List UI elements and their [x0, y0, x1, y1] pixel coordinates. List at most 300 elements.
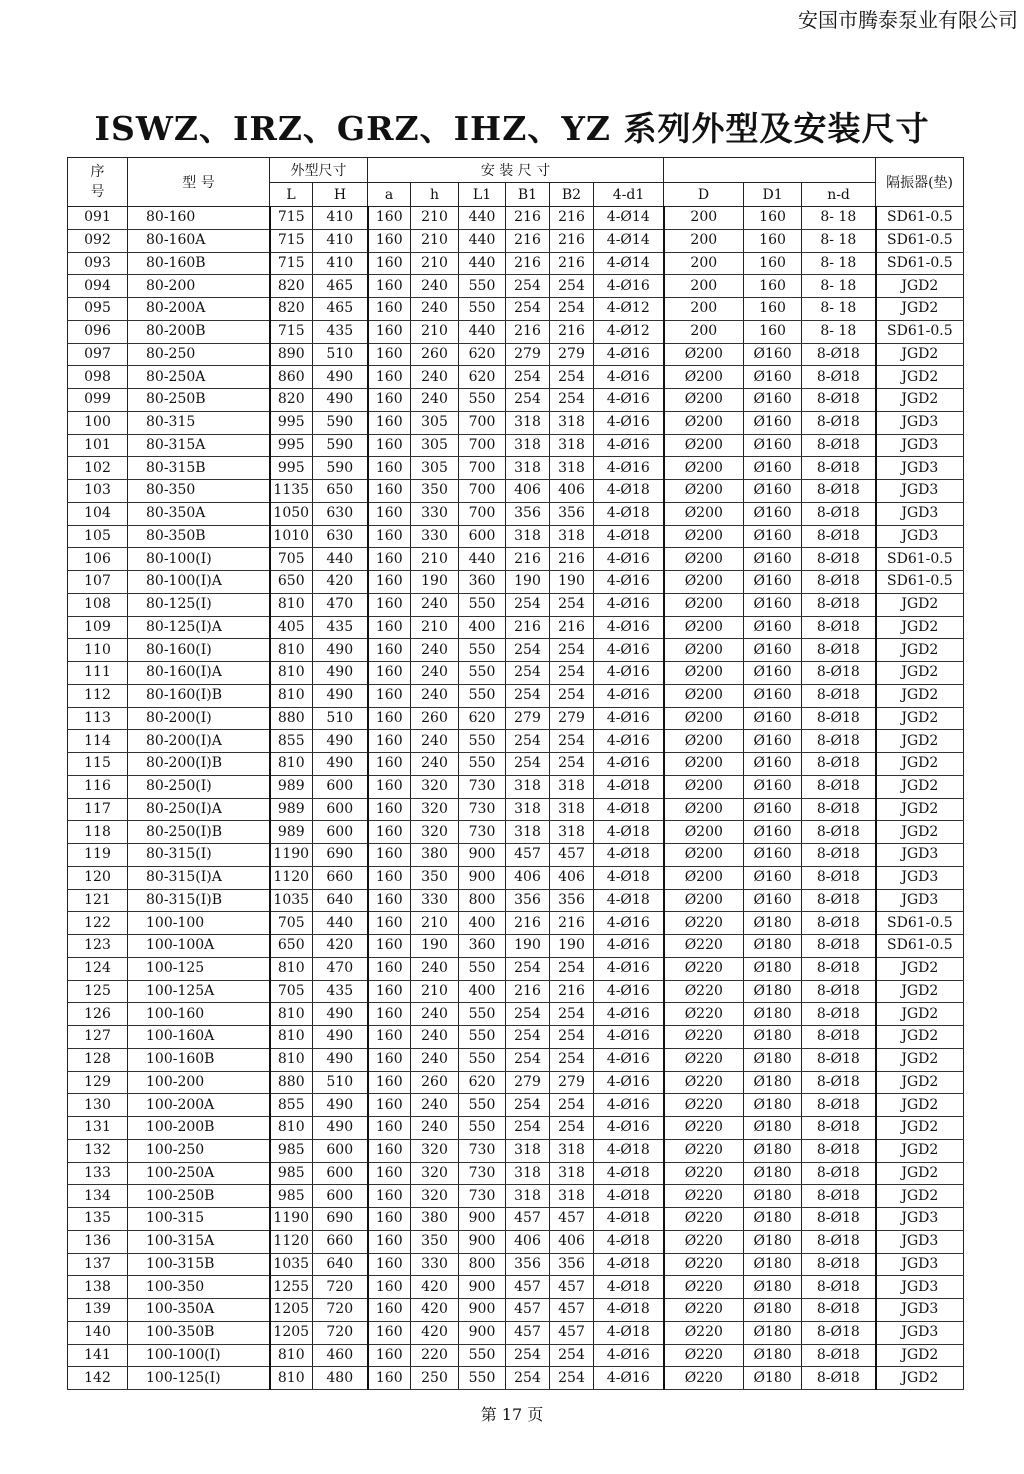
- cell-n-d: 8-Ø18: [802, 662, 876, 685]
- cell-h: 240: [411, 730, 459, 753]
- cell-D: Ø220: [664, 1230, 744, 1253]
- cell-seq: 126: [68, 1003, 128, 1026]
- cell-model: 100-250: [128, 1139, 270, 1162]
- cell-seq: 100: [68, 411, 128, 434]
- cell-4-d1: 4-Ø12: [594, 320, 664, 343]
- cell-L1: 700: [459, 480, 506, 503]
- cell-L1: 550: [459, 298, 506, 321]
- cell-D1: Ø180: [744, 1367, 802, 1390]
- table-row: [68, 1071, 964, 1094]
- cell-L: 985: [270, 1139, 313, 1162]
- cell-n-d: 8-Ø18: [802, 1162, 876, 1185]
- cell-4-d1: 4-Ø18: [594, 844, 664, 867]
- cell-seq: 128: [68, 1048, 128, 1071]
- table-row: [68, 548, 964, 571]
- cell-h: 240: [411, 298, 459, 321]
- cell-L: 810: [270, 753, 313, 776]
- cell-D1: Ø180: [744, 1071, 802, 1094]
- cell-L1: 900: [459, 844, 506, 867]
- cell-B2: 190: [550, 935, 594, 958]
- table-row: [68, 753, 964, 776]
- cell-h: 305: [411, 434, 459, 457]
- cell-isolator: JGD3: [876, 1208, 964, 1231]
- cell-model: 80-160(Ⅰ): [128, 639, 270, 662]
- table-row: [68, 1162, 964, 1185]
- cell-B2: 457: [550, 844, 594, 867]
- cell-model: 80-100(Ⅰ): [128, 548, 270, 571]
- cell-isolator: JGD2: [876, 957, 964, 980]
- cell-h: 210: [411, 320, 459, 343]
- cell-B1: 457: [506, 1208, 550, 1231]
- cell-B1: 279: [506, 1071, 550, 1094]
- cell-H: 420: [313, 935, 368, 958]
- cell-model: 80-160(Ⅰ)B: [128, 684, 270, 707]
- cell-h: 320: [411, 1139, 459, 1162]
- cell-model: 100-250A: [128, 1162, 270, 1185]
- cell-a: 160: [368, 980, 411, 1003]
- cell-4-d1: 4-Ø16: [594, 1367, 664, 1390]
- cell-B2: 254: [550, 1026, 594, 1049]
- cell-seq: 119: [68, 844, 128, 867]
- cell-D: Ø220: [664, 1344, 744, 1367]
- cell-4-d1: 4-Ø18: [594, 821, 664, 844]
- table-row: [68, 275, 964, 298]
- cell-B1: 356: [506, 1253, 550, 1276]
- cell-H: 490: [313, 684, 368, 707]
- header-col-h: h: [411, 183, 459, 207]
- table-row: [68, 844, 964, 867]
- cell-L: 860: [270, 366, 313, 389]
- cell-a: 160: [368, 457, 411, 480]
- cell-4-d1: 4-Ø16: [594, 1026, 664, 1049]
- cell-D1: Ø160: [744, 548, 802, 571]
- cell-H: 465: [313, 275, 368, 298]
- table-row: [68, 1321, 964, 1344]
- cell-D: Ø220: [664, 980, 744, 1003]
- table-row: [68, 935, 964, 958]
- cell-4-d1: 4-Ø16: [594, 707, 664, 730]
- cell-n-d: 8-Ø18: [802, 889, 876, 912]
- cell-H: 600: [313, 821, 368, 844]
- cell-a: 160: [368, 889, 411, 912]
- cell-D: Ø200: [664, 639, 744, 662]
- cell-H: 435: [313, 616, 368, 639]
- cell-isolator: JGD2: [876, 1367, 964, 1390]
- cell-B1: 318: [506, 798, 550, 821]
- cell-isolator: JGD2: [876, 775, 964, 798]
- cell-isolator: JGD2: [876, 1117, 964, 1140]
- cell-n-d: 8-Ø18: [802, 912, 876, 935]
- cell-a: 160: [368, 753, 411, 776]
- cell-L1: 550: [459, 1094, 506, 1117]
- cell-n-d: 8-Ø18: [802, 1299, 876, 1322]
- cell-h: 240: [411, 275, 459, 298]
- cell-n-d: 8-Ø18: [802, 1139, 876, 1162]
- cell-L: 715: [270, 252, 313, 275]
- cell-model: 80-200(Ⅰ): [128, 707, 270, 730]
- cell-n-d: 8-Ø18: [802, 844, 876, 867]
- cell-B2: 279: [550, 707, 594, 730]
- cell-B1: 254: [506, 753, 550, 776]
- cell-a: 160: [368, 389, 411, 412]
- cell-seq: 125: [68, 980, 128, 1003]
- table-row: [68, 1139, 964, 1162]
- table-row: [68, 1208, 964, 1231]
- cell-a: 160: [368, 935, 411, 958]
- header-install-right: [664, 158, 876, 183]
- cell-h: 240: [411, 389, 459, 412]
- cell-B2: 318: [550, 434, 594, 457]
- cell-seq: 113: [68, 707, 128, 730]
- cell-isolator: JGD3: [876, 1276, 964, 1299]
- cell-model: 80-250(Ⅰ)A: [128, 798, 270, 821]
- cell-B1: 254: [506, 275, 550, 298]
- cell-n-d: 8-Ø18: [802, 1003, 876, 1026]
- cell-h: 220: [411, 1344, 459, 1367]
- cell-D1: 160: [744, 320, 802, 343]
- cell-4-d1: 4-Ø18: [594, 1276, 664, 1299]
- cell-B1: 457: [506, 844, 550, 867]
- table-row: [68, 229, 964, 252]
- cell-D1: Ø180: [744, 1321, 802, 1344]
- cell-B1: 216: [506, 252, 550, 275]
- cell-isolator: SD61-0.5: [876, 252, 964, 275]
- cell-D1: Ø160: [744, 730, 802, 753]
- cell-D1: Ø160: [744, 343, 802, 366]
- table-row: [68, 821, 964, 844]
- cell-4-d1: 4-Ø18: [594, 889, 664, 912]
- cell-L: 995: [270, 411, 313, 434]
- cell-seq: 111: [68, 662, 128, 685]
- cell-H: 720: [313, 1276, 368, 1299]
- cell-isolator: JGD3: [876, 1299, 964, 1322]
- cell-4-d1: 4-Ø16: [594, 593, 664, 616]
- cell-model: 100-100(Ⅰ): [128, 1344, 270, 1367]
- cell-L: 1120: [270, 866, 313, 889]
- cell-B2: 254: [550, 1003, 594, 1026]
- cell-n-d: 8-Ø18: [802, 525, 876, 548]
- table-row: [68, 775, 964, 798]
- cell-model: 100-200B: [128, 1117, 270, 1140]
- cell-model: 80-350B: [128, 525, 270, 548]
- cell-L1: 440: [459, 320, 506, 343]
- cell-L1: 550: [459, 1026, 506, 1049]
- cell-n-d: 8-Ø18: [802, 480, 876, 503]
- cell-B1: 254: [506, 1026, 550, 1049]
- cell-H: 510: [313, 707, 368, 730]
- cell-L1: 700: [459, 411, 506, 434]
- cell-H: 410: [313, 207, 368, 230]
- cell-D1: Ø160: [744, 480, 802, 503]
- cell-L: 810: [270, 593, 313, 616]
- cell-model: 80-315A: [128, 434, 270, 457]
- cell-B1: 254: [506, 639, 550, 662]
- header-col-H: H: [313, 183, 368, 207]
- cell-seq: 124: [68, 957, 128, 980]
- cell-isolator: JGD3: [876, 1230, 964, 1253]
- cell-isolator: JGD2: [876, 662, 964, 685]
- cell-B2: 254: [550, 730, 594, 753]
- cell-model: 80-100(Ⅰ)A: [128, 571, 270, 594]
- cell-seq: 132: [68, 1139, 128, 1162]
- cell-B2: 318: [550, 821, 594, 844]
- cell-4-d1: 4-Ø16: [594, 1094, 664, 1117]
- header-col-D: D: [664, 183, 744, 207]
- cell-B1: 279: [506, 707, 550, 730]
- cell-a: 160: [368, 320, 411, 343]
- cell-a: 160: [368, 1299, 411, 1322]
- cell-seq: 142: [68, 1367, 128, 1390]
- cell-L1: 730: [459, 821, 506, 844]
- header-col-a: a: [368, 183, 411, 207]
- cell-L1: 900: [459, 1299, 506, 1322]
- cell-model: 80-200: [128, 275, 270, 298]
- cell-n-d: 8-Ø18: [802, 775, 876, 798]
- cell-seq: 095: [68, 298, 128, 321]
- cell-a: 160: [368, 844, 411, 867]
- cell-isolator: JGD2: [876, 1026, 964, 1049]
- cell-D1: Ø160: [744, 571, 802, 594]
- cell-seq: 136: [68, 1230, 128, 1253]
- cell-seq: 103: [68, 480, 128, 503]
- cell-B1: 254: [506, 662, 550, 685]
- cell-h: 240: [411, 1003, 459, 1026]
- cell-H: 460: [313, 1344, 368, 1367]
- table-row: [68, 525, 964, 548]
- cell-B1: 254: [506, 1048, 550, 1071]
- cell-n-d: 8-Ø18: [802, 957, 876, 980]
- cell-4-d1: 4-Ø16: [594, 389, 664, 412]
- table-row: [68, 252, 964, 275]
- cell-4-d1: 4-Ø16: [594, 366, 664, 389]
- cell-4-d1: 4-Ø18: [594, 1208, 664, 1231]
- table-row: [68, 684, 964, 707]
- cell-D: Ø220: [664, 1253, 744, 1276]
- cell-4-d1: 4-Ø12: [594, 298, 664, 321]
- table-row: [68, 798, 964, 821]
- cell-D: Ø200: [664, 389, 744, 412]
- cell-D1: Ø180: [744, 912, 802, 935]
- cell-a: 160: [368, 1094, 411, 1117]
- cell-D1: Ø160: [744, 525, 802, 548]
- cell-seq: 121: [68, 889, 128, 912]
- cell-n-d: 8-Ø18: [802, 1094, 876, 1117]
- cell-H: 510: [313, 343, 368, 366]
- cell-B2: 254: [550, 389, 594, 412]
- cell-a: 160: [368, 548, 411, 571]
- table-row: [68, 480, 964, 503]
- cell-model: 80-160: [128, 207, 270, 230]
- cell-4-d1: 4-Ø16: [594, 343, 664, 366]
- cell-D1: Ø180: [744, 1026, 802, 1049]
- cell-model: 80-125(Ⅰ)A: [128, 616, 270, 639]
- cell-isolator: JGD2: [876, 389, 964, 412]
- cell-D: Ø200: [664, 616, 744, 639]
- table-row: [68, 1276, 964, 1299]
- cell-B1: 216: [506, 320, 550, 343]
- cell-h: 240: [411, 753, 459, 776]
- cell-4-d1: 4-Ø18: [594, 1321, 664, 1344]
- cell-D1: Ø160: [744, 616, 802, 639]
- cell-seq: 093: [68, 252, 128, 275]
- cell-model: 100-350A: [128, 1299, 270, 1322]
- cell-h: 210: [411, 548, 459, 571]
- cell-D: 200: [664, 252, 744, 275]
- cell-B1: 318: [506, 1139, 550, 1162]
- cell-B2: 356: [550, 1253, 594, 1276]
- cell-D: Ø220: [664, 1185, 744, 1208]
- cell-seq: 118: [68, 821, 128, 844]
- cell-a: 160: [368, 684, 411, 707]
- cell-H: 435: [313, 980, 368, 1003]
- page-title: ISWZ、IRZ、GRZ、IHZ、YZ 系列外型及安装尺寸: [94, 109, 930, 148]
- table-row: [68, 366, 964, 389]
- cell-H: 660: [313, 866, 368, 889]
- cell-model: 80-200(Ⅰ)A: [128, 730, 270, 753]
- cell-B2: 406: [550, 866, 594, 889]
- cell-L1: 730: [459, 1162, 506, 1185]
- cell-isolator: JGD3: [876, 866, 964, 889]
- cell-L1: 550: [459, 389, 506, 412]
- cell-L1: 360: [459, 571, 506, 594]
- cell-B1: 318: [506, 1185, 550, 1208]
- cell-H: 600: [313, 1185, 368, 1208]
- cell-model: 100-315B: [128, 1253, 270, 1276]
- cell-L: 989: [270, 775, 313, 798]
- cell-D: Ø200: [664, 502, 744, 525]
- cell-D1: Ø160: [744, 684, 802, 707]
- cell-4-d1: 4-Ø16: [594, 1344, 664, 1367]
- cell-D1: Ø180: [744, 980, 802, 1003]
- table-row: [68, 730, 964, 753]
- cell-B2: 254: [550, 298, 594, 321]
- cell-L1: 440: [459, 229, 506, 252]
- table-body: [68, 207, 964, 1390]
- cell-4-d1: 4-Ø16: [594, 935, 664, 958]
- cell-B1: 318: [506, 1162, 550, 1185]
- cell-L1: 700: [459, 457, 506, 480]
- header-install: 安 装 尺 寸: [368, 158, 664, 183]
- cell-D: 200: [664, 298, 744, 321]
- cell-B1: 457: [506, 1299, 550, 1322]
- cell-B1: 254: [506, 684, 550, 707]
- cell-model: 80-315(Ⅰ)A: [128, 866, 270, 889]
- cell-B1: 216: [506, 912, 550, 935]
- cell-h: 210: [411, 980, 459, 1003]
- cell-a: 160: [368, 1344, 411, 1367]
- table-row: [68, 1117, 964, 1140]
- cell-B1: 254: [506, 298, 550, 321]
- cell-L: 810: [270, 1048, 313, 1071]
- cell-L1: 600: [459, 525, 506, 548]
- cell-a: 160: [368, 366, 411, 389]
- cell-D1: Ø180: [744, 1276, 802, 1299]
- cell-L1: 900: [459, 1321, 506, 1344]
- cell-4-d1: 4-Ø16: [594, 1048, 664, 1071]
- cell-B2: 190: [550, 571, 594, 594]
- cell-seq: 127: [68, 1026, 128, 1049]
- cell-B2: 457: [550, 1208, 594, 1231]
- cell-B2: 216: [550, 207, 594, 230]
- cell-B1: 254: [506, 957, 550, 980]
- cell-H: 490: [313, 389, 368, 412]
- cell-D: Ø200: [664, 730, 744, 753]
- cell-D1: Ø160: [744, 844, 802, 867]
- cell-a: 160: [368, 730, 411, 753]
- cell-D: Ø220: [664, 1139, 744, 1162]
- cell-n-d: 8-Ø18: [802, 1367, 876, 1390]
- cell-D: Ø220: [664, 912, 744, 935]
- cell-n-d: 8-Ø18: [802, 798, 876, 821]
- cell-D1: Ø180: [744, 1117, 802, 1140]
- cell-B1: 406: [506, 1230, 550, 1253]
- cell-model: 80-160B: [128, 252, 270, 275]
- cell-D: Ø200: [664, 662, 744, 685]
- cell-L: 1190: [270, 1208, 313, 1231]
- cell-B2: 254: [550, 639, 594, 662]
- cell-L1: 400: [459, 912, 506, 935]
- cell-B1: 254: [506, 1094, 550, 1117]
- cell-L1: 620: [459, 707, 506, 730]
- cell-isolator: JGD2: [876, 593, 964, 616]
- cell-B2: 216: [550, 548, 594, 571]
- header-isolator: 隔振器(垫): [876, 158, 964, 207]
- cell-seq: 122: [68, 912, 128, 935]
- cell-L: 1035: [270, 1253, 313, 1276]
- cell-D1: Ø160: [744, 866, 802, 889]
- cell-D: Ø200: [664, 593, 744, 616]
- cell-n-d: 8-Ø18: [802, 684, 876, 707]
- cell-model: 100-350B: [128, 1321, 270, 1344]
- cell-seq: 114: [68, 730, 128, 753]
- cell-seq: 091: [68, 207, 128, 230]
- cell-B2: 216: [550, 252, 594, 275]
- cell-L: 995: [270, 434, 313, 457]
- cell-a: 160: [368, 707, 411, 730]
- cell-isolator: JGD2: [876, 1048, 964, 1071]
- cell-a: 160: [368, 207, 411, 230]
- cell-h: 240: [411, 1048, 459, 1071]
- header-col-B1: B1: [506, 183, 550, 207]
- cell-isolator: JGD2: [876, 1344, 964, 1367]
- cell-seq: 102: [68, 457, 128, 480]
- cell-n-d: 8-Ø18: [802, 616, 876, 639]
- cell-L: 1050: [270, 502, 313, 525]
- cell-D: Ø200: [664, 707, 744, 730]
- cell-n-d: 8-Ø18: [802, 1230, 876, 1253]
- table-row: [68, 571, 964, 594]
- cell-a: 160: [368, 662, 411, 685]
- cell-D1: Ø160: [744, 502, 802, 525]
- cell-D1: Ø180: [744, 1208, 802, 1231]
- cell-isolator: JGD2: [876, 1139, 964, 1162]
- cell-seq: 134: [68, 1185, 128, 1208]
- cell-B1: 318: [506, 821, 550, 844]
- cell-B2: 406: [550, 480, 594, 503]
- cell-h: 420: [411, 1321, 459, 1344]
- cell-D1: 160: [744, 298, 802, 321]
- cell-seq: 092: [68, 229, 128, 252]
- cell-L: 650: [270, 571, 313, 594]
- cell-h: 240: [411, 593, 459, 616]
- cell-a: 160: [368, 343, 411, 366]
- cell-H: 490: [313, 1003, 368, 1026]
- cell-h: 210: [411, 207, 459, 230]
- cell-4-d1: 4-Ø16: [594, 957, 664, 980]
- cell-H: 420: [313, 571, 368, 594]
- cell-B1: 457: [506, 1321, 550, 1344]
- cell-isolator: JGD3: [876, 525, 964, 548]
